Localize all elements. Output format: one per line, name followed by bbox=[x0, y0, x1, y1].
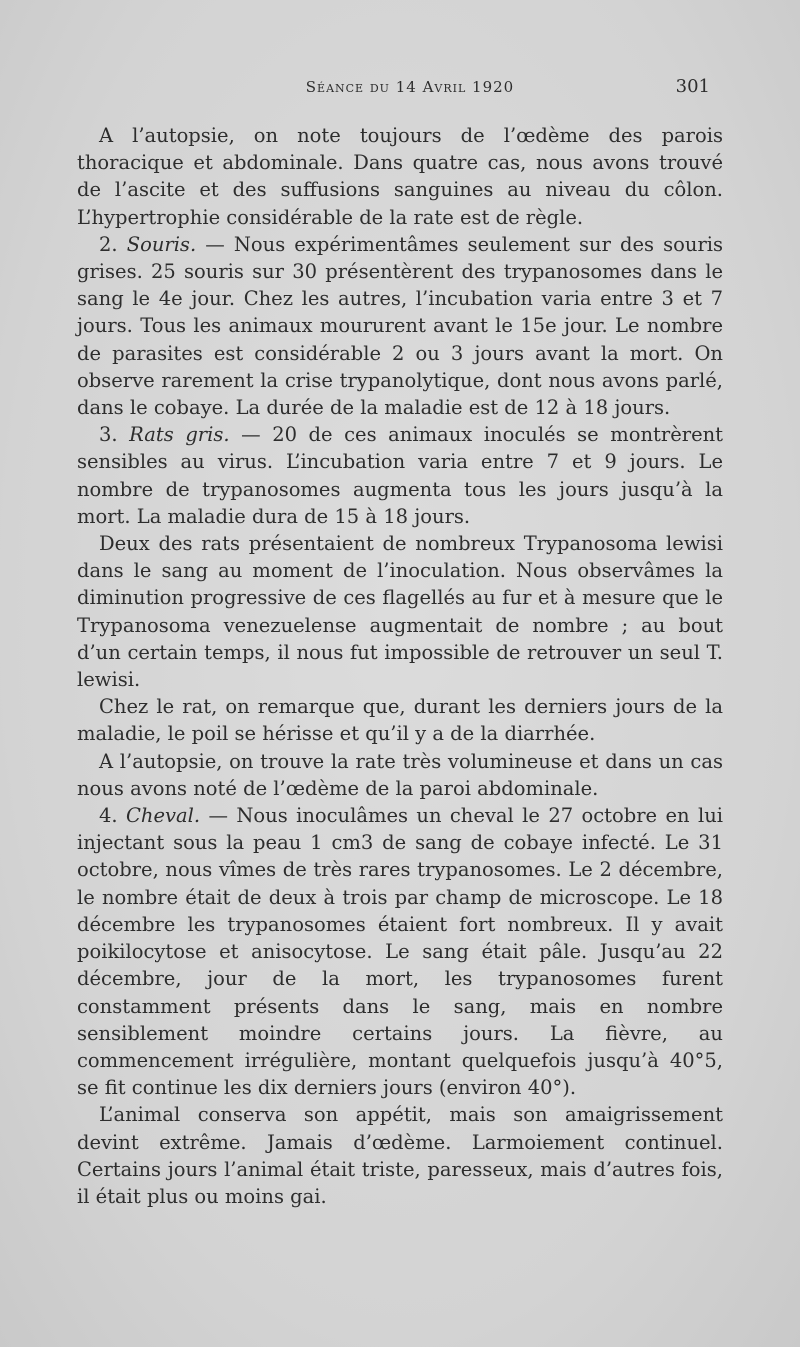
paragraph-text: — Nous inoculâmes un cheval le 27 octobre en lui injectant sous la peau 1 cm3 de sang de cobaye infecté. Le 31 octobre, nous vîmes de très rares trypanosomes. Le 2 décembre, le nombre était de deux à trois par champ de microscope. Le 18 décembre les trypanosomes étaient fort nombreux. Il y avait poikilocytose et anisocytose. Le sang était pâle. Jusqu’au 22 décembre, jour de la mort, les trypanosomes furent constamment présents dans le sang, mais en nombre sensiblement moindre certains jours. La fièvre, au commencement irrégulière, montant quelquefois jusqu’à 40°5, se fit continue les dix derniers jours (environ 40°). bbox=[77, 804, 723, 1100]
section-number: 4. bbox=[99, 804, 126, 828]
paragraph-text: — Nous expérimentâmes seulement sur des souris grises. 25 souris sur 30 présentèrent des trypanosomes dans le sang le 4e jour. Chez les autres, l’incubation varia entre 3 et 7 jours. Tous les animaux moururent avant le 15e jour. Le nombre de parasites est considérable 2 ou 3 jours avant la mort. On observe rarement la crise trypanolytique, dont nous avons parlé, dans le cobaye. La durée de la maladie est de 12 à 18 jours. bbox=[77, 232, 724, 420]
paragraph bbox=[77, 530, 723, 693]
section-title: Rats gris. bbox=[129, 423, 230, 447]
paragraph bbox=[77, 748, 723, 802]
paragraph-text: — 20 de ces animaux inoculés se montrèrent sensibles au virus. L’incubation varia entre 7 et 9 jours. Le nombre de trypanosomes augmenta tous les jours jusqu’à la mort. La maladie dura de 15 à 18 jours. bbox=[77, 423, 724, 528]
paragraph-text: A l’autopsie, on trouve la rate très volumineuse et dans un cas nous avons noté de l’œdème de la paroi abdominale. bbox=[77, 749, 723, 800]
section-title: Cheval. bbox=[125, 804, 201, 828]
running-title: Séance du 14 Avril 1920 bbox=[305, 78, 515, 96]
paragraph-souris bbox=[77, 231, 723, 421]
paragraph-text: Deux des rats présentaient de nombreux Trypanosoma lewisi dans le sang au moment de l’inoculation. Nous observâmes la diminution progressive de ces flagellés au fur et à mesure que le Trypanosoma venezuelense augmentait de nombre ; au bout d’un certain temps, il nous fut impossible de retrouver un seul T. lewisi. bbox=[77, 532, 723, 692]
paragraph bbox=[77, 693, 723, 747]
page-header bbox=[0, 78, 800, 108]
body-text bbox=[77, 122, 723, 1210]
section-number: 2. bbox=[99, 232, 127, 256]
section-title: Souris. bbox=[126, 232, 197, 256]
paragraph-rats-gris bbox=[77, 421, 723, 530]
paragraph-text: Chez le rat, on remarque que, durant les derniers jours de la maladie, le poil se hérisse et qu’il y a de la diarrhée. bbox=[77, 695, 723, 746]
paragraph bbox=[77, 1101, 723, 1210]
page-number: 301 bbox=[675, 76, 710, 97]
section-number: 3. bbox=[99, 423, 130, 447]
paragraph-text: A l’autopsie, on note toujours de l’œdème des parois thoracique et abdominale. Dans quatre cas, nous avons trouvé de l’ascite et des suffusions sanguines au niveau du côlon. L’hypertrophie considérable de la rate est de règle. bbox=[77, 124, 723, 229]
paragraph-text: L’animal conserva son appétit, mais son amaigrissement devint extrême. Jamais d’œdème. Larmoiement continuel. Certains jours l’animal était triste, paresseux, mais d’autres fois, il était plus ou moins gai. bbox=[77, 1103, 723, 1208]
paragraph-cheval bbox=[77, 802, 723, 1101]
paragraph bbox=[77, 122, 723, 231]
